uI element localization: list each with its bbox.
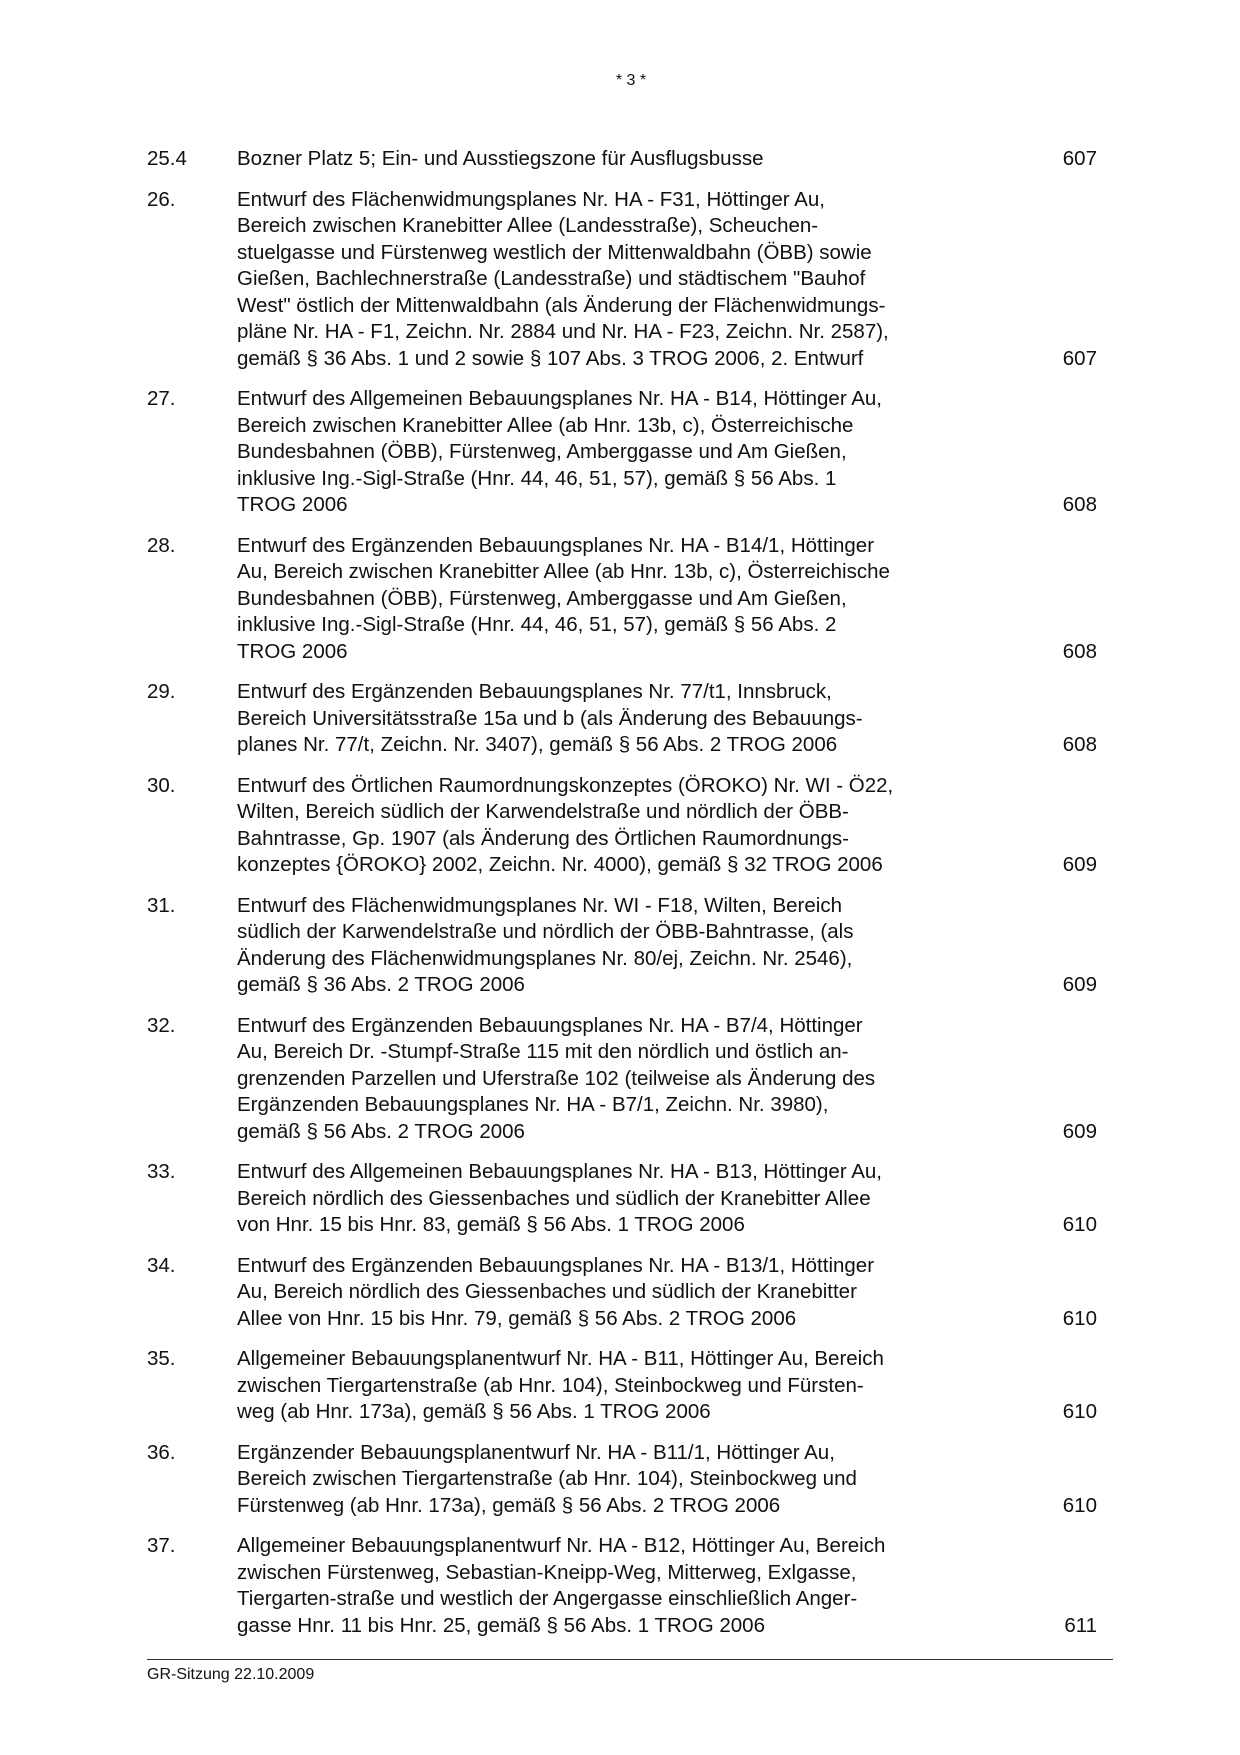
entry-title-line: Entwurf des Flächenwidmungsplanes Nr. WI - F18, Wilten, Bereich — [237, 893, 842, 917]
entry-number: 37. — [147, 1534, 176, 1557]
entry-title-line: Entwurf des Flächenwidmungsplanes Nr. HA - F31, Höttinger Au, — [237, 187, 825, 211]
entry-title-line: TROG 2006 — [237, 493, 348, 516]
entry-number: 28. — [147, 533, 176, 557]
entry-title-line: grenzenden Parzellen und Uferstraße 102 (teilweise als Änderung des — [237, 1066, 876, 1090]
entry-title-line: südlich der Karwendelstraße und nördlich der ÖBB-Bahntrasse, (als — [237, 920, 854, 943]
entry-title-line: von Hnr. 15 bis Hnr. 83, gemäß § 56 Abs. 1 TROG 2006 — [237, 1213, 745, 1236]
entry-page-number: 609 — [1062, 853, 1097, 876]
toc-entry — [147, 386, 1097, 519]
entry-number: 26. — [147, 187, 176, 211]
entry-title-line: Ergänzenden Bebauungsplanes Nr. HA - B7/1, Zeichn. Nr. 3980), — [237, 1093, 829, 1116]
entry-title — [237, 773, 897, 879]
entry-title-line: Bahntrasse, Gp. 1907 (als Änderung des Örtlichen Raumordnungs- — [237, 826, 849, 850]
footer-text: GR-Sitzung 22.10.2009 — [147, 1666, 315, 1683]
entry-number: 29. — [147, 680, 176, 703]
entry-page-number: 610 — [1062, 1493, 1097, 1517]
entry-title-line: zwischen Fürstenweg, Sebastian-Kneipp-Weg, Mitterweg, Exlgasse, — [237, 1560, 857, 1584]
entry-title — [237, 1346, 897, 1426]
entry-page-number: 610 — [1062, 1400, 1097, 1423]
entry-title-line: zwischen Tiergartenstraße (ab Hnr. 104), Steinbockweg und Fürsten- — [237, 1373, 864, 1397]
entry-title-line: gemäß § 36 Abs. 1 und 2 sowie § 107 Abs. 3 TROG 2006, 2. Entwurf — [237, 346, 864, 370]
entry-title-line: Bereich zwischen Kranebitter Allee (Landesstraße), Scheuchen- — [237, 214, 819, 237]
toc-entry — [147, 773, 1097, 879]
footer-divider — [147, 1659, 1113, 1660]
entry-title — [237, 1440, 897, 1520]
entry-title-line: Bereich Universitätsstraße 15a und b (als Änderung des Bebauungs- — [237, 706, 863, 730]
entry-title-line: Bereich nördlich des Giessenbaches und südlich der Kranebitter Allee — [237, 1186, 871, 1210]
entry-title-line: Entwurf des Ergänzenden Bebauungsplanes Nr. HA - B13/1, Höttinger — [237, 1253, 875, 1277]
toc-entry — [147, 533, 1097, 666]
entry-title-line: pläne Nr. HA - F1, Zeichn. Nr. 2884 und Nr. HA - F23, Zeichn. Nr. 2587), — [237, 320, 889, 343]
toc-entry — [147, 1253, 1097, 1333]
entry-page-number: 608 — [1062, 493, 1097, 516]
entry-page-number: 607 — [1062, 147, 1097, 170]
entry-number: 32. — [147, 1013, 176, 1037]
entry-title-line: Wilten, Bereich südlich der Karwendelstraße und nördlich der ÖBB- — [237, 800, 849, 823]
entry-number: 31. — [147, 893, 176, 917]
entry-title-line: Bozner Platz 5; Ein- und Ausstiegszone für Ausflugsbusse — [237, 147, 764, 170]
entry-title-line: Allgemeiner Bebauungsplanentwurf Nr. HA - B11, Höttinger Au, Bereich — [237, 1347, 884, 1370]
entry-title — [237, 533, 897, 666]
entry-title-line: Bundesbahnen (ÖBB), Fürstenweg, Amberggasse und Am Gießen, — [237, 440, 847, 463]
entry-title-line: weg (ab Hnr. 173a), gemäß § 56 Abs. 1 TROG 2006 — [237, 1400, 711, 1423]
entry-title-line: inklusive Ing.-Sigl-Straße (Hnr. 44, 46, 51, 57), gemäß § 56 Abs. 1 — [237, 466, 837, 490]
page-number: * 3 * — [615, 72, 647, 89]
entry-title-line: Tiergarten-straße und westlich der Angergasse einschließlich Anger- — [237, 1587, 858, 1610]
entry-title — [237, 1533, 897, 1639]
entry-page-number: 610 — [1062, 1306, 1097, 1330]
entry-title-line: stuelgasse und Fürstenweg westlich der Mittenwaldbahn (ÖBB) sowie — [237, 240, 872, 264]
entry-title — [237, 1159, 897, 1239]
entry-number: 36. — [147, 1440, 176, 1464]
entry-number: 30. — [147, 773, 176, 797]
toc-entry — [147, 1159, 1097, 1239]
entry-title-line: inklusive Ing.-Sigl-Straße (Hnr. 44, 46, 51, 57), gemäß § 56 Abs. 2 — [237, 613, 837, 636]
toc-entry — [147, 1346, 1097, 1426]
entry-title-line: Bundesbahnen (ÖBB), Fürstenweg, Amberggasse und Am Gießen, — [237, 586, 847, 610]
entry-title — [237, 187, 897, 373]
entry-title-line: gemäß § 56 Abs. 2 TROG 2006 — [237, 1119, 525, 1143]
entry-number: 34. — [147, 1253, 176, 1277]
entry-page-number: 609 — [1062, 973, 1097, 996]
entry-title-line: planes Nr. 77/t, Zeichn. Nr. 3407), gemäß § 56 Abs. 2 TROG 2006 — [237, 733, 838, 756]
entry-number: 27. — [147, 387, 176, 410]
entry-title-line: Entwurf des Allgemeinen Bebauungsplanes Nr. HA - B14, Höttinger Au, — [237, 387, 882, 410]
entry-title-line: Gießen, Bachlechnerstraße (Landesstraße) und städtischem "Bauhof — [237, 267, 866, 290]
entry-title-line: West" östlich der Mittenwaldbahn (als Änderung der Flächenwidmungs- — [237, 293, 886, 317]
entry-title — [237, 679, 897, 759]
entry-title-line: Entwurf des Örtlichen Raumordnungskonzeptes (ÖROKO) Nr. WI - Ö22, — [237, 773, 894, 797]
entry-page-number: 608 — [1062, 639, 1097, 663]
entry-page-number: 611 — [1064, 1613, 1097, 1637]
entry-title-line: gemäß § 36 Abs. 2 TROG 2006 — [237, 973, 525, 996]
entry-number: 25.4 — [147, 147, 187, 170]
entry-title-line: Änderung des Flächenwidmungsplanes Nr. 80/ej, Zeichn. Nr. 2546), — [237, 946, 853, 970]
entry-number: 35. — [147, 1347, 176, 1370]
toc-entry — [147, 1013, 1097, 1146]
entry-title-line: TROG 2006 — [237, 639, 348, 663]
entry-page-number: 608 — [1062, 733, 1097, 756]
entry-page-number: 609 — [1062, 1119, 1097, 1143]
entry-title-line: gasse Hnr. 11 bis Hnr. 25, gemäß § 56 Abs. 1 TROG 2006 — [237, 1613, 765, 1637]
entry-title-line: konzeptes {ÖROKO} 2002, Zeichn. Nr. 4000), gemäß § 32 TROG 2006 — [237, 853, 883, 876]
entry-title-line: Allee von Hnr. 15 bis Hnr. 79, gemäß § 56 Abs. 2 TROG 2006 — [237, 1306, 797, 1330]
table-of-contents — [147, 146, 1097, 1653]
entry-title — [237, 1013, 897, 1146]
entry-title — [237, 893, 897, 999]
entry-title-line: Allgemeiner Bebauungsplanentwurf Nr. HA - B12, Höttinger Au, Bereich — [237, 1534, 886, 1557]
entry-title-line: Au, Bereich Dr. -Stumpf-Straße 115 mit den nördlich und östlich an- — [237, 1040, 849, 1063]
entry-title-line: Bereich zwischen Kranebitter Allee (ab Hnr. 13b, c), Österreichische — [237, 413, 854, 437]
entry-title-line: Bereich zwischen Tiergartenstraße (ab Hnr. 104), Steinbockweg und — [237, 1467, 857, 1490]
entry-title-line: Entwurf des Ergänzenden Bebauungsplanes Nr. HA - B7/4, Höttinger — [237, 1013, 863, 1037]
toc-entry — [147, 893, 1097, 999]
toc-entry — [147, 146, 1097, 173]
entry-title-line: Entwurf des Allgemeinen Bebauungsplanes Nr. HA - B13, Höttinger Au, — [237, 1160, 882, 1183]
toc-entry — [147, 1533, 1097, 1639]
entry-page-number: 610 — [1062, 1213, 1097, 1236]
entry-title-line: Entwurf des Ergänzenden Bebauungsplanes Nr. 77/t1, Innsbruck, — [237, 680, 832, 703]
entry-title — [237, 386, 897, 519]
entry-title — [237, 146, 897, 173]
entry-title-line: Fürstenweg (ab Hnr. 173a), gemäß § 56 Abs. 2 TROG 2006 — [237, 1493, 781, 1517]
entry-title-line: Au, Bereich zwischen Kranebitter Allee (ab Hnr. 13b, c), Österreichische — [237, 560, 890, 583]
toc-entry — [147, 187, 1097, 373]
entry-number: 33. — [147, 1160, 176, 1183]
entry-title-line: Ergänzender Bebauungsplanentwurf Nr. HA - B11/1, Höttinger Au, — [237, 1440, 835, 1464]
toc-entry — [147, 679, 1097, 759]
entry-page-number: 607 — [1062, 346, 1097, 370]
entry-title-line: Au, Bereich nördlich des Giessenbaches und südlich der Kranebitter — [237, 1280, 857, 1303]
toc-entry — [147, 1440, 1097, 1520]
entry-title-line: Entwurf des Ergänzenden Bebauungsplanes Nr. HA - B14/1, Höttinger — [237, 533, 875, 557]
entry-title — [237, 1253, 897, 1333]
